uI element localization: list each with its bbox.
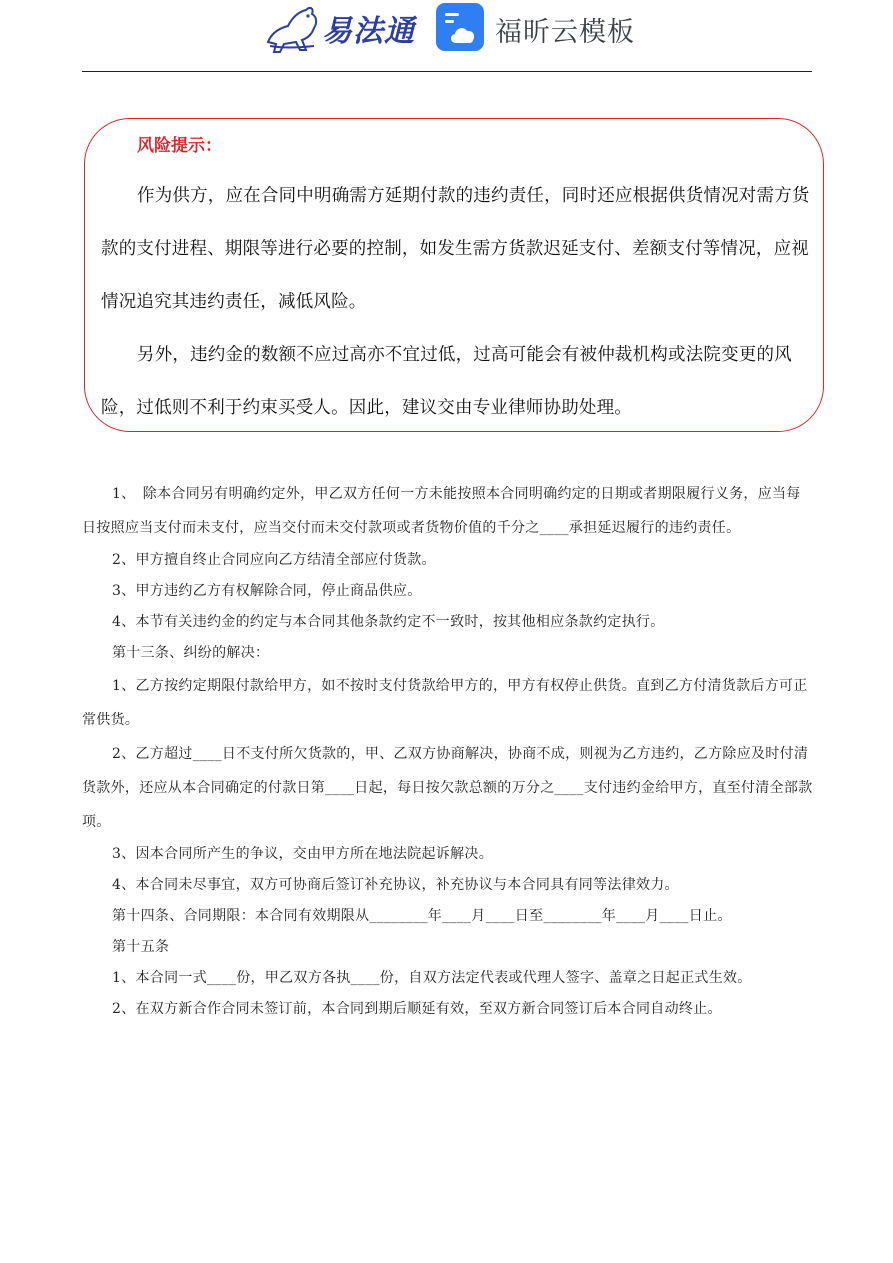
header-divider xyxy=(82,71,812,72)
risk-paragraph-1: 作为供方，应在合同中明确需方延期付款的违约责任，同时还应根据供货情况对需方货款的支付进程、期限等进行必要的控制，如发生需方货款迟延支付、差额支付等情况，应视情况追究其违约责任，减低风险。 xyxy=(101,186,810,312)
risk-paragraph-2: 另外，违约金的数额不应过高亦不宜过低，过高可能会有被仲裁机构或法院变更的风险，过低则不利于约束买受人。因此，建议交由专业律师协助处理。 xyxy=(101,345,792,418)
section-heading: 第十五条 xyxy=(112,939,170,955)
cloud-logo-icon xyxy=(436,3,484,51)
clause-paragraph: 3、甲方违约乙方有权解除合同，停止商品供应。 xyxy=(112,583,422,599)
clause-paragraph: 1、乙方按约定期限付款给甲方，如不按时支付货款给甲方的，甲方有权停止供货。直到乙方付清货款后方可正常供货。 xyxy=(82,678,808,728)
logo-fuxin-text: 福昕云模板 xyxy=(495,17,635,48)
clause-paragraph: 2、乙方超过____日不支付所欠货款的，甲、乙双方协商解决，协商不成，则视为乙方违约，乙方除应及时付清货款外，还应从本合同确定的付款日第____日起，每日按欠款总额的万分之____支付违约金给甲方，直至付清全部款项。 xyxy=(82,746,813,830)
clause-paragraph: 3、因本合同所产生的争议，交由甲方所在地法院起诉解决。 xyxy=(112,846,494,862)
clause-paragraph: 1、本合同一式____份，甲乙双方各执____份，自双方法定代表或代理人签字、盖章之日起正式生效。 xyxy=(112,970,752,986)
risk-notice-title: 风险提示： xyxy=(137,136,222,156)
clause-paragraph: 4、本合同未尽事宜，双方可协商后签订补充协议，补充协议与本合同具有同等法律效力。 xyxy=(112,877,679,893)
page-header xyxy=(0,0,893,60)
clause-paragraph: 2、在双方新合作合同未签订前，本合同到期后顺延有效，至双方新合同签订后本合同自动终止。 xyxy=(112,1001,722,1017)
section-heading: 第十三条、纠纷的解决： xyxy=(112,645,270,661)
logo-yifatong-text: 易法通 xyxy=(322,14,415,49)
clause-paragraph: 4、本节有关违约金的约定与本合同其他条款约定不一致时，按其他相应条款约定执行。 xyxy=(112,614,665,630)
clause-paragraph: 2、甲方擅自终止合同应向乙方结清全部应付货款。 xyxy=(112,552,436,568)
clause-paragraph: 1、 除本合同另有明确约定外，甲乙双方任何一方未能按照本合同明确约定的日期或者期限履行义务，应当每日按照应当支付而未支付，应当交付而未交付款项或者货物价值的千分之____承担延迟履行的违约责任。 xyxy=(82,486,801,536)
contract-body xyxy=(82,477,814,1025)
section-heading: 第十四条、合同期限：本合同有效期限从________年____月____日至________年____月____日止。 xyxy=(112,908,732,924)
